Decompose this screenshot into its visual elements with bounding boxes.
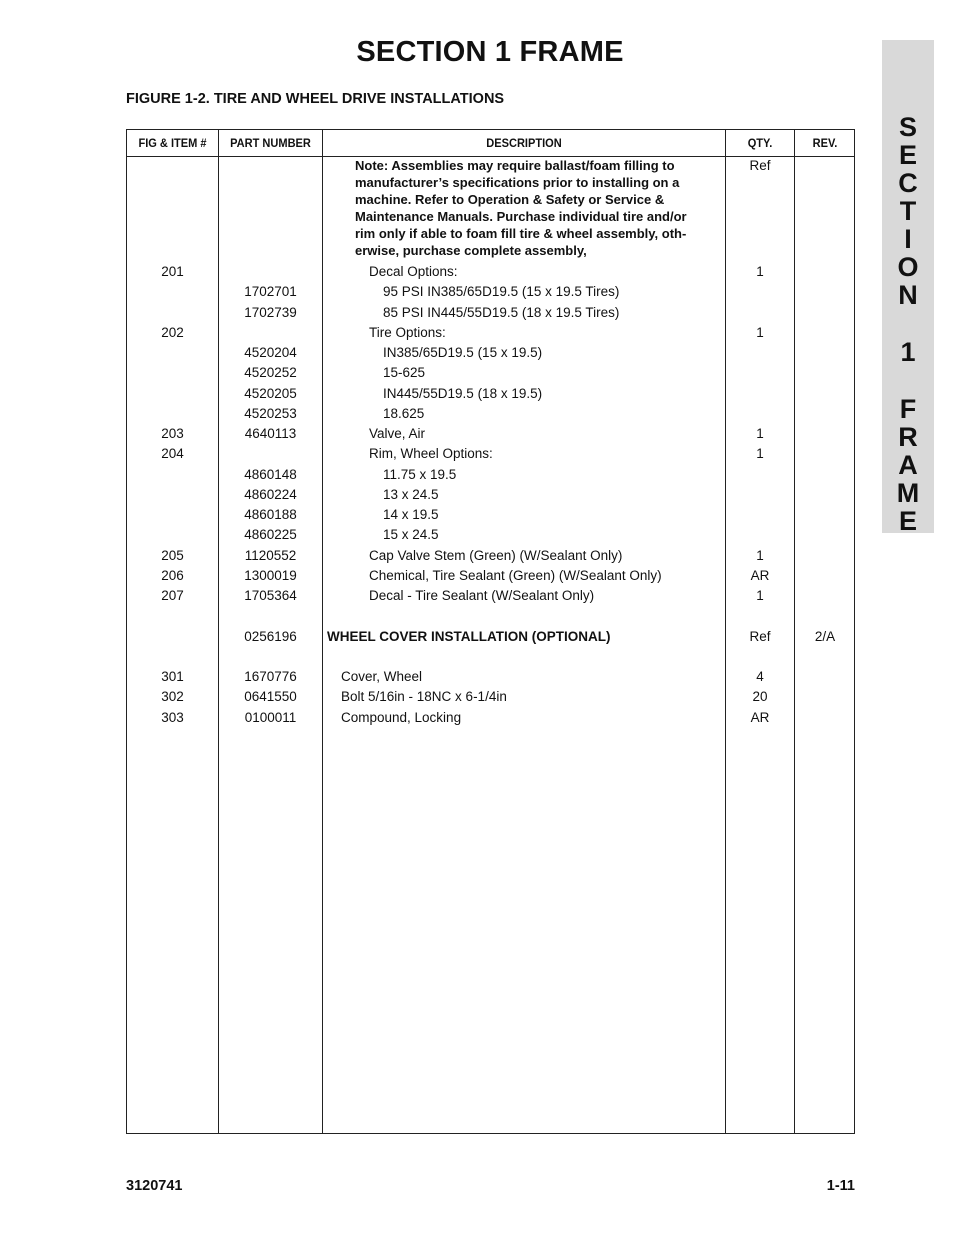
side-tab-letter: T bbox=[899, 196, 917, 226]
row-item-number: 207 bbox=[161, 588, 184, 603]
table-row bbox=[127, 566, 854, 586]
note-line: Note: Assemblies may require ballast/foam filling to bbox=[355, 158, 675, 173]
row-description: 85 PSI IN445/55D19.5 (18 x 19.5 Tires) bbox=[383, 304, 620, 320]
row-part-number: 4860224 bbox=[244, 486, 297, 502]
row-description: 18.625 bbox=[383, 405, 425, 421]
row-part-number: 4860188 bbox=[244, 507, 297, 522]
row-item-number: 301 bbox=[161, 669, 184, 684]
row-part-number: 4860148 bbox=[244, 466, 297, 482]
side-tab-letter: S bbox=[898, 112, 917, 142]
row-qty: 1 bbox=[756, 547, 764, 563]
section-title: SECTION 1 FRAME bbox=[356, 36, 624, 68]
side-tab-letter: O bbox=[897, 252, 919, 282]
header-part-number: PART NUMBER bbox=[230, 136, 311, 150]
table-row bbox=[127, 687, 854, 707]
row-description: Valve, Air bbox=[369, 426, 426, 441]
side-tab-letter: 1 bbox=[900, 337, 916, 367]
note-line: manufacturer’s specifications prior to installing on a bbox=[355, 175, 680, 190]
row-qty: 1 bbox=[756, 446, 764, 462]
row-qty: AR bbox=[750, 709, 770, 725]
row-item-number: 202 bbox=[161, 324, 184, 340]
row-item-number: 204 bbox=[161, 446, 184, 462]
row-description: 15-625 bbox=[383, 365, 426, 381]
table-row bbox=[127, 505, 854, 525]
side-tab-letter: E bbox=[898, 506, 917, 536]
table-row bbox=[127, 303, 854, 323]
table-row bbox=[127, 667, 854, 687]
table-row bbox=[127, 708, 854, 728]
table-row bbox=[127, 627, 854, 647]
document-number: 3120741 bbox=[126, 1178, 183, 1194]
row-description: 11.75 x 19.5 bbox=[383, 466, 457, 482]
side-tab-letter: N bbox=[898, 280, 918, 310]
note-line: machine. Refer to Operation & Safety or Service & bbox=[355, 192, 665, 207]
note-line: rim only if able to foam fill tire & wheel assembly, oth- bbox=[355, 226, 687, 241]
side-tab-letter: C bbox=[898, 168, 918, 198]
row-part-number: 1670776 bbox=[244, 669, 297, 684]
table-row bbox=[127, 384, 854, 404]
side-tab-letters bbox=[882, 113, 934, 535]
row-rev: 2/A bbox=[814, 628, 836, 644]
row-description: Cap Valve Stem (Green) (W/Sealant Only) bbox=[369, 547, 623, 563]
row-part-number: 4640113 bbox=[244, 426, 297, 441]
row-part-number: 0100011 bbox=[244, 709, 297, 725]
page-number: 1-11 bbox=[826, 1178, 855, 1194]
table-row bbox=[127, 262, 854, 282]
row-description: IN385/65D19.5 (15 x 19.5) bbox=[383, 345, 543, 360]
side-tab-letter: E bbox=[898, 140, 917, 170]
table-row bbox=[127, 323, 854, 343]
header-description: DESCRIPTION bbox=[486, 136, 562, 150]
header-rev: REV. bbox=[812, 136, 838, 150]
row-part-number: 4520204 bbox=[244, 345, 297, 360]
note-qty: Ref bbox=[749, 158, 771, 173]
table-row bbox=[127, 444, 854, 464]
side-tab-letter: R bbox=[898, 422, 918, 452]
table-row bbox=[127, 424, 854, 444]
table-row bbox=[127, 363, 854, 383]
table-row bbox=[127, 525, 854, 545]
header-item: FIG & ITEM # bbox=[138, 136, 207, 150]
row-description: Decal - Tire Sealant (W/Sealant Only) bbox=[369, 588, 595, 603]
side-tab-letter: I bbox=[904, 224, 912, 254]
row-description: Decal Options: bbox=[369, 264, 458, 279]
parts-table bbox=[126, 129, 855, 1134]
side-tab-letter: A bbox=[898, 450, 918, 480]
row-item-number: 302 bbox=[161, 689, 184, 705]
row-description: Chemical, Tire Sealant (Green) (W/Sealant Only) bbox=[369, 567, 662, 583]
note-line: erwise, purchase complete assembly, bbox=[355, 243, 587, 258]
row-description: IN445/55D19.5 (18 x 19.5) bbox=[383, 385, 543, 401]
row-description: Bolt 5/16in - 18NC x 6-1/4in bbox=[341, 689, 507, 705]
table-row bbox=[127, 546, 854, 566]
row-item-number: 205 bbox=[161, 547, 184, 563]
side-tab-letter: F bbox=[899, 394, 917, 424]
row-description: Compound, Locking bbox=[341, 709, 462, 725]
table-row bbox=[127, 586, 854, 606]
row-part-number: 1300019 bbox=[244, 567, 297, 583]
row-part-number: 4860225 bbox=[244, 527, 297, 543]
row-part-number: 0256196 bbox=[244, 628, 297, 644]
table-row bbox=[127, 343, 854, 363]
row-qty: AR bbox=[750, 567, 770, 583]
row-description: 15 x 24.5 bbox=[383, 527, 439, 543]
row-part-number: 1120552 bbox=[244, 547, 297, 563]
row-part-number: 1702701 bbox=[244, 284, 297, 300]
row-description: Cover, Wheel bbox=[341, 669, 423, 684]
row-part-number: 4520253 bbox=[244, 405, 297, 421]
row-part-number: 4520252 bbox=[244, 365, 297, 381]
row-qty: Ref bbox=[749, 628, 771, 644]
assembly-note bbox=[355, 157, 725, 259]
row-description: 13 x 24.5 bbox=[383, 486, 439, 502]
row-qty: 1 bbox=[756, 264, 764, 279]
header-qty: QTY. bbox=[747, 136, 773, 150]
note-line: Maintenance Manuals. Purchase individual tire and/or bbox=[355, 209, 687, 224]
row-qty: 20 bbox=[752, 689, 768, 705]
table-row bbox=[127, 404, 854, 424]
table-row bbox=[127, 485, 854, 505]
section-side-tab bbox=[882, 40, 934, 536]
table-row bbox=[127, 282, 854, 302]
row-qty: 1 bbox=[756, 588, 764, 603]
row-description: 95 PSI IN385/65D19.5 (15 x 19.5 Tires) bbox=[383, 284, 620, 300]
row-qty: 1 bbox=[756, 324, 764, 340]
table-row bbox=[127, 465, 854, 485]
figure-title: FIGURE 1-2. TIRE AND WHEEL DRIVE INSTALLATIONS bbox=[126, 91, 505, 107]
row-description: WHEEL COVER INSTALLATION (OPTIONAL) bbox=[327, 628, 611, 644]
row-part-number: 0641550 bbox=[244, 689, 297, 705]
row-description: 14 x 19.5 bbox=[383, 507, 439, 522]
row-qty: 1 bbox=[756, 426, 764, 441]
side-tab-letter: M bbox=[896, 478, 920, 508]
row-part-number: 4520205 bbox=[244, 385, 297, 401]
row-qty: 4 bbox=[756, 669, 764, 684]
row-item-number: 303 bbox=[161, 709, 184, 725]
row-description: Rim, Wheel Options: bbox=[369, 446, 493, 462]
row-item-number: 206 bbox=[161, 567, 184, 583]
row-part-number: 1702739 bbox=[244, 304, 297, 320]
row-part-number: 1705364 bbox=[244, 588, 297, 603]
row-description: Tire Options: bbox=[369, 324, 446, 340]
row-item-number: 203 bbox=[161, 426, 184, 441]
row-item-number: 201 bbox=[161, 264, 184, 279]
